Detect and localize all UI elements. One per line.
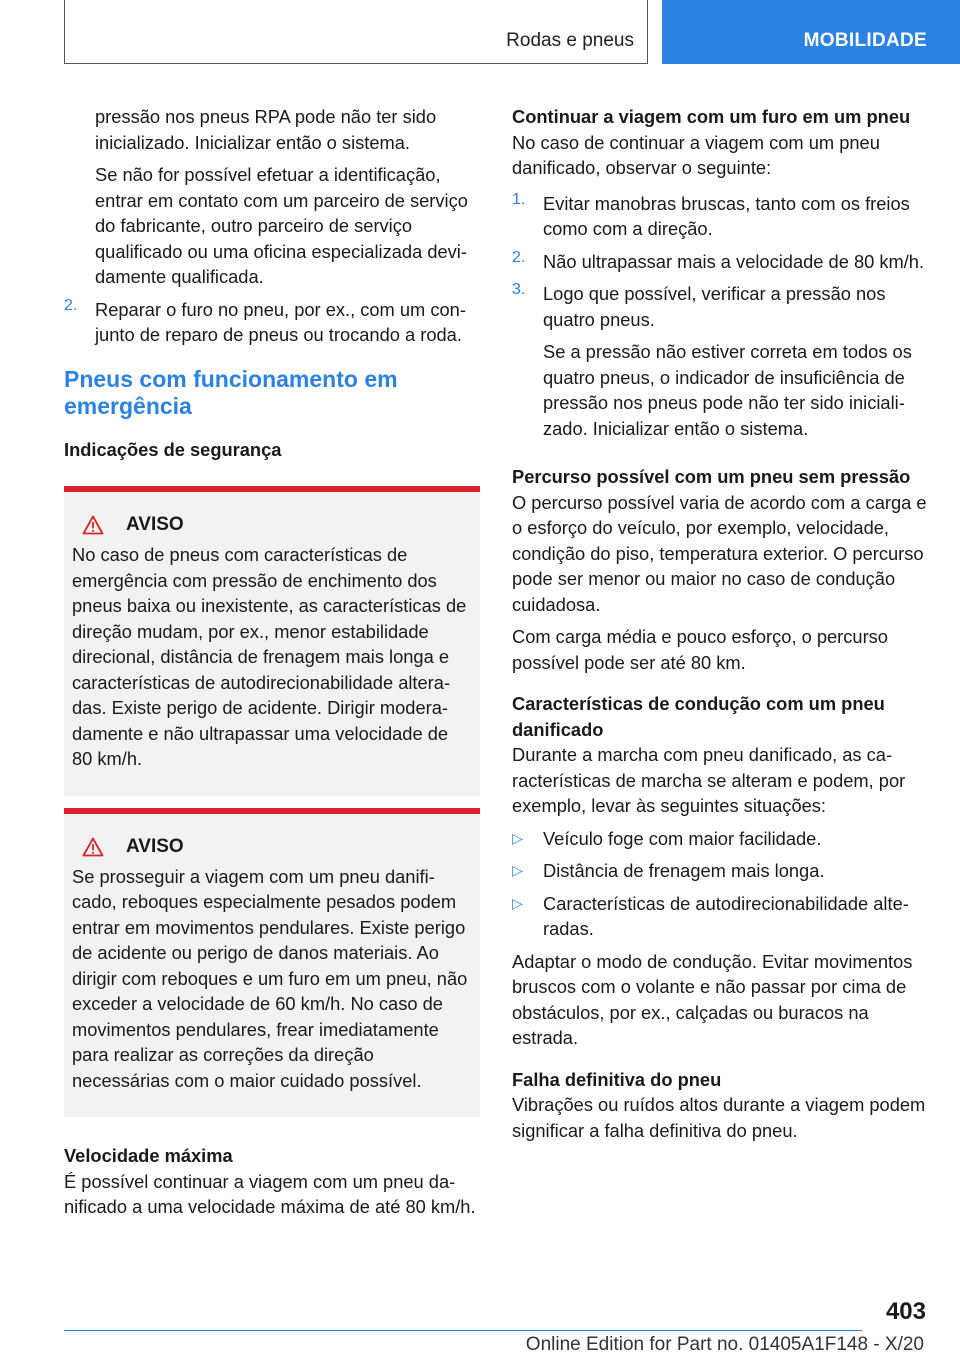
footer-edition: Online Edition for Part no. 01405A1F148 - X/20 (525, 1334, 924, 1355)
failure-heading: Falha definitiva do pneu (512, 1068, 722, 1090)
step-2 (64, 297, 480, 348)
continued-paragraph-2: Se não for possível efetuar a identificação, entrar em contato com um parceiro de serviço do fabricante, outro parceiro de serviço qualificado ou uma oficina especializada devidamente qualificada. (95, 164, 468, 287)
warning-title: AVISO (126, 514, 184, 535)
max-speed-text: É possível continuar a viagem com um pneu danificado a uma velocidade máxima de até 80 km/h. (64, 1170, 476, 1217)
triangle-bullet-icon: ▷ (512, 862, 523, 878)
triangle-bullet-icon: ▷ (512, 894, 523, 911)
step-number: 1. (512, 190, 526, 208)
left-column (64, 104, 480, 1220)
warning-header (72, 836, 472, 858)
chapter-tab[interactable] (662, 0, 960, 64)
right-column (512, 104, 928, 1143)
driving-outro: Adaptar o modo de condução. Evitar movimentos bruscos com o volante e não passar por cima de obstáculos, por ex., calçadas ou buracos na estrada. (512, 950, 913, 1048)
list-item (512, 858, 928, 884)
distance-paragraph-2: Com carga média e pouco esforço, o percurso possível pode ser até 80 km. (512, 626, 888, 673)
list-item (512, 826, 928, 852)
footer-divider (64, 1330, 862, 1331)
safety-heading: Indicações de segurança (64, 438, 282, 460)
warning-box-2 (64, 808, 480, 1118)
warning-title: AVISO (126, 835, 184, 857)
chapter-tab-label: MOBILIDADE (803, 30, 927, 51)
step-number: 2. (512, 248, 526, 266)
warning-box-1 (64, 486, 480, 796)
distance-heading: Percurso possível com um pneu sem pressão (512, 466, 911, 487)
failure-text: Vibrações ou ruídos altos durante a viagem podem significar a falha definitiva do pneu. (512, 1094, 926, 1141)
bullet-text: Distância de frenagem mais longa. (543, 860, 825, 881)
distance-paragraph-1: O percurso possível varia de acordo com a carga e o esforço do veículo, por exemplo, velocidade, condição do piso, temperatura exterior. O percurso pode ser menor ou maior no caso de condução cuidadosa. (512, 491, 927, 615)
driving-intro: Durante a marcha com pneu danificado, as características de marcha se alteram e podem, por exemplo, levar às seguintes situações: (512, 744, 906, 816)
step-text: Evitar manobras bruscas, tanto com os freios como com a direção. (543, 192, 910, 239)
step-text: Reparar o furo no pneu, por ex., com um conjunto de reparo de pneus ou trocando a roda. (95, 298, 466, 345)
step-number: 2. (64, 296, 78, 314)
continue-heading: Continuar a viagem com um furo em um pneu (512, 106, 911, 127)
warning-text: No caso de pneus com características de emergência com pressão de enchimento dos pneus baixa ou inexistente, as características de direção mudam, por ex., menor estabilidade direcional, distância de frenagem mais longa e características de autodirecionabilidade alteradas. Existe perigo de acidente. Dirigir moderadamente e não ultrapassar uma velocidade de 80 km/h. (72, 544, 467, 769)
triangle-bullet-icon: ▷ (512, 829, 523, 846)
warning-header (72, 514, 472, 536)
continue-intro: No caso de continuar a viagem com um pneu danificado, observar o seguinte: (512, 131, 880, 178)
step-text: Logo que possível, verificar a pressão nos quatro pneus. (543, 283, 886, 330)
page-number: 403 (885, 1298, 926, 1325)
continued-paragraph-1: pressão nos pneus RPA pode não ter sido inicializado. Inicializar então o sistema. (95, 106, 437, 153)
warning-triangle-icon (82, 515, 104, 535)
section-heading: Pneus com funcionamento em emergência (64, 365, 398, 419)
section-title: Rodas e pneus (506, 30, 634, 51)
driving-heading: Características de condução com um pneu danificado (512, 693, 885, 740)
step-3-detail: Se a pressão não estiver correta em todos os quatro pneus, o indicador de insuficiência de pressão nos pneus pode não ter sido inicializado. Inicializar então o sistema. (543, 341, 912, 439)
max-speed-heading: Velocidade máxima (64, 1145, 233, 1166)
bullet-text: Características de autodirecionabilidade alteradas. (543, 892, 909, 939)
list-item (512, 191, 928, 242)
step-text: Não ultrapassar mais a velocidade de 80 km/h. (543, 250, 925, 272)
list-item (512, 281, 928, 332)
warning-triangle-icon (82, 837, 104, 857)
step-number: 3. (512, 281, 526, 298)
bullet-text: Veículo foge com maior facilidade. (543, 827, 822, 849)
warning-text: Se prosseguir a viagem com um pneu danificado, reboques especialmente pesados podem entrar em movimentos pendulares. Existe perigo de acidente ou perigo de danos materiais. Ao dirigir com reboques e um furo em um pneu, não exceder a velocidade de 60 km/h. No caso de movimentos pendulares, frear imediatamente para realizar as correções da direção necessárias com o maior cuidado possível. (72, 865, 468, 1091)
list-item (512, 249, 928, 275)
list-item (512, 891, 928, 942)
